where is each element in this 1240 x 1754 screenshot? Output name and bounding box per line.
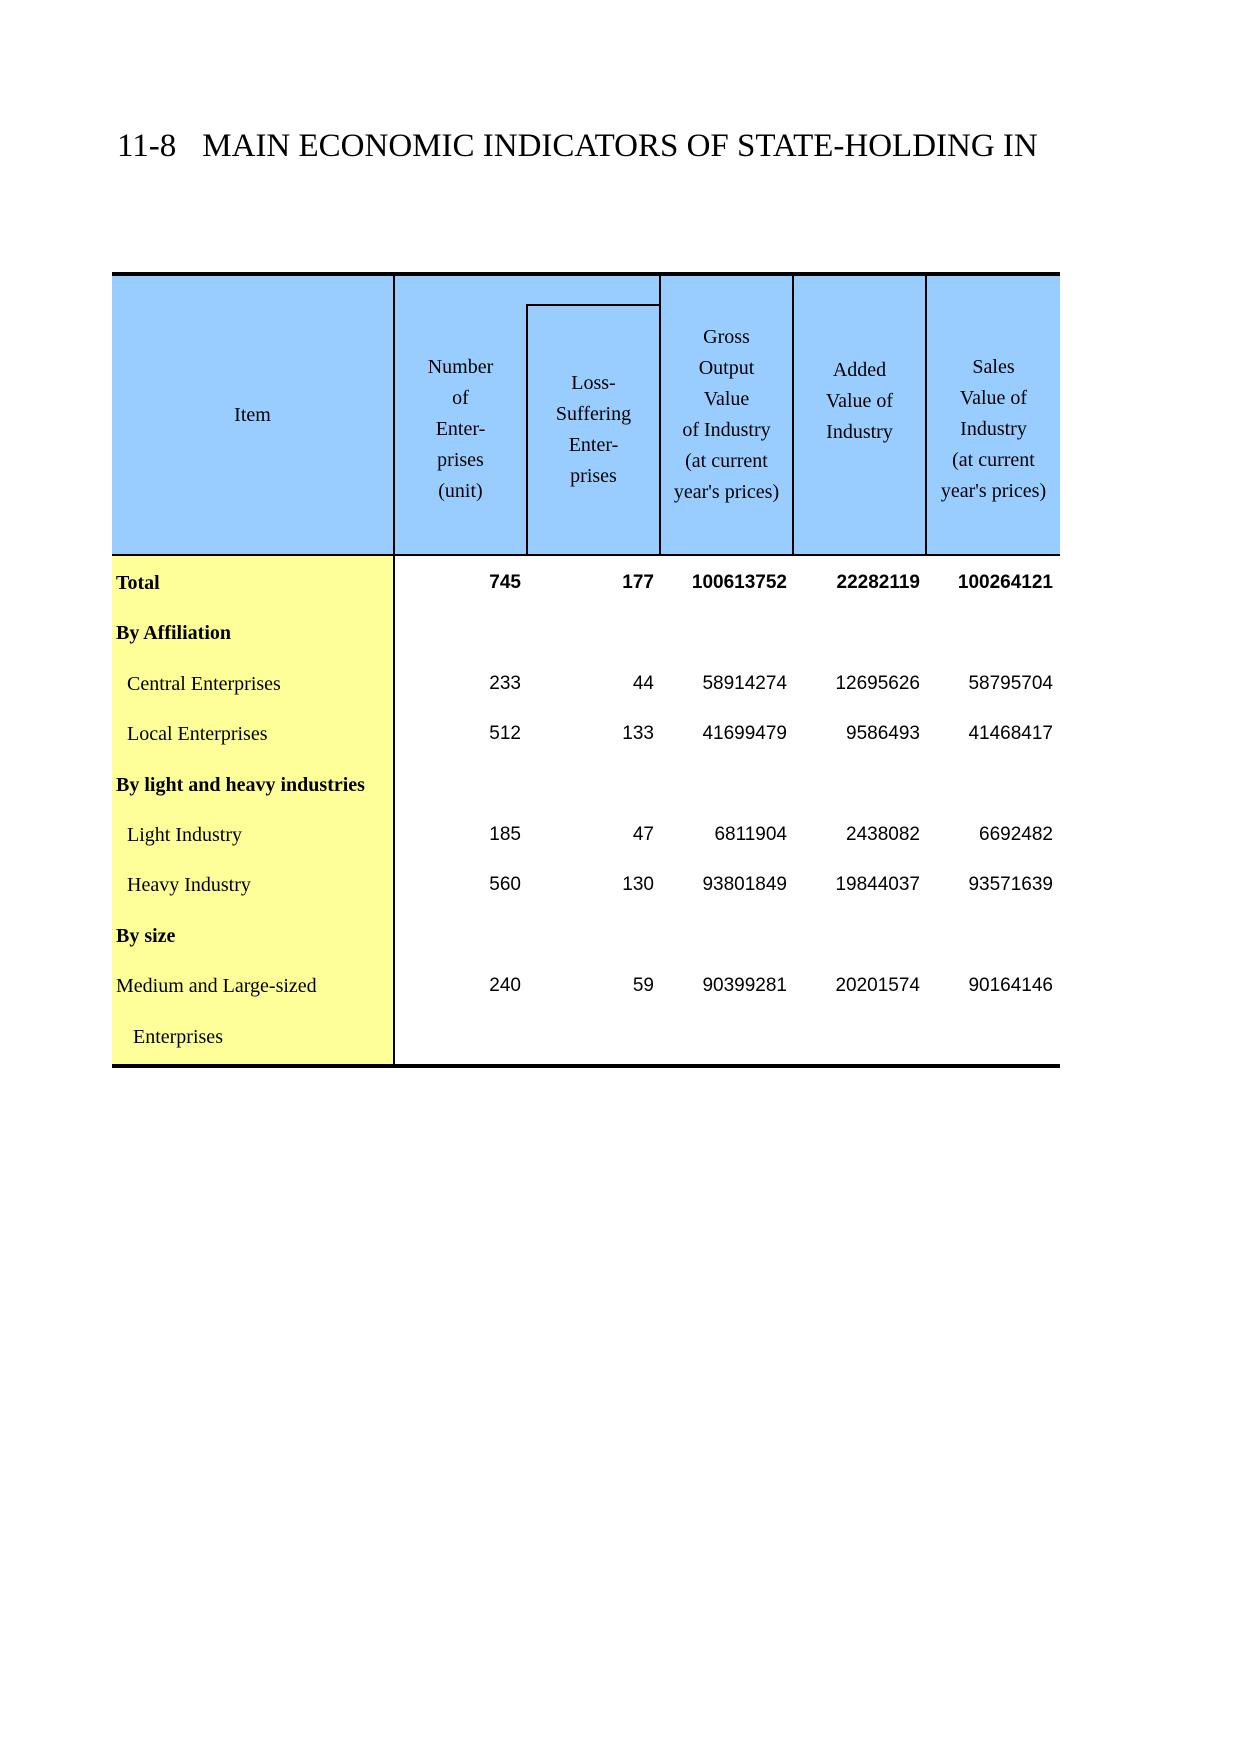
row-value <box>539 911 659 961</box>
header-line: Value of <box>959 386 1028 409</box>
header-line: prises <box>437 448 484 471</box>
header-line: Added <box>832 358 887 381</box>
row-value: 512 <box>489 723 521 745</box>
row-value: 90164146 <box>968 975 1053 997</box>
header-divider <box>526 304 661 306</box>
row-value <box>672 608 792 658</box>
row-value <box>406 1012 526 1062</box>
header-gross-output-value <box>661 276 792 554</box>
table-number: 11-8 <box>117 128 177 164</box>
table-bottom-rule <box>112 1064 1060 1068</box>
row-value <box>805 608 925 658</box>
row-value <box>406 608 526 658</box>
row-value <box>938 608 1058 658</box>
header-line: Output <box>698 357 755 379</box>
row-value <box>672 911 792 961</box>
table-row <box>112 860 1060 910</box>
header-loss-suffering-enterprises <box>528 306 659 554</box>
row-value: 93801849 <box>702 874 787 896</box>
row-value: 41699479 <box>702 723 787 745</box>
header-sales-value <box>927 276 1060 554</box>
row-label: Light Industry <box>127 824 242 846</box>
header-line: of Industry <box>682 419 771 441</box>
row-value: 90399281 <box>702 975 787 997</box>
header-divider <box>393 276 395 554</box>
header-line: year's prices) <box>940 479 1047 502</box>
row-value <box>672 760 792 810</box>
row-value <box>805 911 925 961</box>
header-line: Loss- <box>571 372 616 394</box>
row-value <box>938 760 1058 810</box>
header-loss-suffering-enterprises-text <box>556 368 631 492</box>
header-line: Value of <box>825 389 894 412</box>
table-row <box>112 961 1060 1011</box>
header-line: Industry <box>960 417 1027 440</box>
row-label: By Affiliation <box>116 622 232 645</box>
row-value: 745 <box>489 572 521 593</box>
table-row <box>112 810 1060 860</box>
header-line: year's prices) <box>673 481 780 503</box>
row-value: 44 <box>632 672 654 694</box>
header-divider <box>925 276 927 554</box>
page-title <box>117 128 1038 165</box>
header-line: Item <box>234 403 271 426</box>
row-value: 58795704 <box>968 672 1053 694</box>
header-line: (unit) <box>438 479 483 502</box>
row-value: 6692482 <box>979 824 1053 845</box>
row-value: 93571639 <box>968 874 1053 896</box>
row-label: By light and heavy industries <box>116 773 365 796</box>
row-value: 19844037 <box>835 874 920 896</box>
row-value <box>539 760 659 810</box>
header-sales-value-text <box>941 352 1046 507</box>
row-label: Heavy Industry <box>127 874 251 897</box>
header-line: (at current <box>685 450 768 472</box>
row-value: 6811904 <box>714 824 787 845</box>
table-row <box>112 558 1060 608</box>
header-divider <box>659 276 661 554</box>
row-value: 12695626 <box>835 672 920 694</box>
table-row <box>112 1012 1060 1062</box>
row-value <box>938 1012 1058 1062</box>
row-value: 9586493 <box>846 723 920 745</box>
header-divider <box>526 304 528 554</box>
row-value: 240 <box>489 975 521 997</box>
row-value: 2438082 <box>846 824 920 845</box>
row-value: 233 <box>489 672 521 694</box>
row-value <box>938 911 1058 961</box>
header-item-text <box>234 400 271 431</box>
table-row <box>112 911 1060 961</box>
row-value: 59 <box>632 975 654 997</box>
header-line: Value <box>703 388 750 410</box>
header-line: Suffering <box>555 403 632 425</box>
row-value: 58914274 <box>702 672 787 694</box>
header-line: of <box>452 386 469 409</box>
row-value: 41468417 <box>968 723 1053 745</box>
header-added-value <box>794 276 925 554</box>
row-value <box>406 760 526 810</box>
row-value: 22282119 <box>836 572 920 593</box>
row-label: Total <box>116 572 160 594</box>
header-gross-output-value-text <box>674 322 779 508</box>
header-line: Industry <box>826 420 893 443</box>
header-divider <box>792 276 794 554</box>
table-row <box>112 709 1060 759</box>
row-value: 20201574 <box>835 975 920 997</box>
header-added-value-text <box>826 355 893 448</box>
header-line: Enter- <box>435 417 486 440</box>
header-line: (at current <box>952 448 1035 471</box>
row-value: 560 <box>489 874 521 896</box>
row-value: 130 <box>622 874 654 896</box>
row-value: 133 <box>622 723 654 745</box>
row-value: 185 <box>489 824 521 845</box>
row-value: 100613752 <box>691 572 787 593</box>
row-label: By size <box>116 924 176 947</box>
header-line: prises <box>570 465 617 487</box>
row-value <box>672 1012 792 1062</box>
header-number-of-enterprises <box>395 276 526 554</box>
row-value: 100264121 <box>957 572 1053 593</box>
row-value <box>539 1012 659 1062</box>
header-number-of-enterprises-text <box>428 352 494 507</box>
row-value: 177 <box>622 572 654 593</box>
header-item <box>112 276 393 554</box>
row-value <box>406 911 526 961</box>
row-value <box>805 1012 925 1062</box>
table-row <box>112 659 1060 709</box>
header-line: Gross <box>703 326 750 348</box>
table-title-text: MAIN ECONOMIC INDICATORS OF STATE-HOLDING IN <box>202 128 1038 164</box>
header-line: Sales <box>972 355 1015 378</box>
table-row <box>112 760 1060 810</box>
row-label: Central Enterprises <box>127 672 281 695</box>
header-line: Enter- <box>568 434 619 456</box>
row-value <box>539 608 659 658</box>
table-row <box>112 608 1060 658</box>
row-label: Medium and Large-sized <box>116 975 317 998</box>
row-label: Local Enterprises <box>127 723 268 746</box>
row-value <box>805 760 925 810</box>
row-value: 47 <box>632 824 654 845</box>
header-line: Number <box>427 355 494 378</box>
row-label: Enterprises <box>133 1025 223 1048</box>
